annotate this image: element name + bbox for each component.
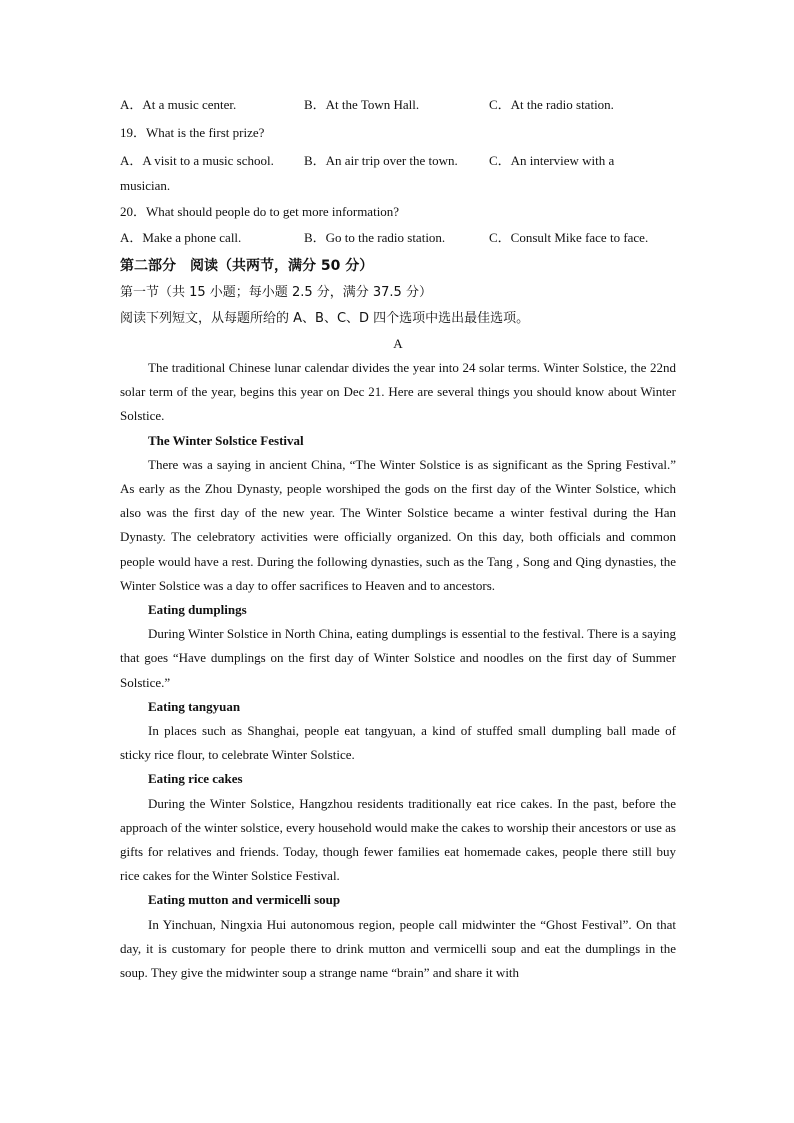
section-heading-dumplings: Eating dumplings bbox=[148, 602, 247, 618]
q19-option-c: C．An interview with a bbox=[489, 153, 615, 168]
passage-label: A bbox=[393, 336, 403, 351]
section-heading-tangyuan: Eating tangyuan bbox=[148, 698, 241, 714]
q18-option-c: C．At the radio station. bbox=[489, 97, 614, 112]
q18-options bbox=[120, 94, 676, 116]
reading-instruction: 阅读下列短文，从每题所给的 A、B、C、D 四个选项中选出最佳选项。 bbox=[120, 311, 530, 326]
section-body-tangyuan: In places such as Shanghai, people eat tangyuan, a kind of stuffed small dumpling ball made of sticky rice flour, to celebrate Winter Solstice. bbox=[120, 723, 676, 763]
q19-options bbox=[120, 149, 676, 173]
section-heading-festival: The Winter Solstice Festival bbox=[148, 432, 304, 448]
q18-option-b: B．At the Town Hall. bbox=[304, 97, 420, 112]
q19-option-c-continued: musician. bbox=[120, 178, 171, 193]
passage-intro: The traditional Chinese lunar calendar divides the year into 24 solar terms. Winter Solstice, the 22nd solar term of the year, begins this year on Dec 21. Here are several things you should know about Winter Solstice. bbox=[120, 360, 676, 424]
page-content bbox=[120, 94, 676, 985]
q20-option-b: B．Go to the radio station. bbox=[304, 230, 446, 245]
section-body-festival: There was a saying in ancient China, “The Winter Solstice is as significant as the Spring Festival.” As early as the Zhou Dynasty, people worshiped the gods on the first day of the Winter Solstice, which also was the first day of the new year. The Winter Solstice became a winter festival during the Han Dynasty. The celebratory activities were officially organized. On this day, both officials and common people would have a rest. During the following dynasties, such as the Tang , Song and Qing dynasties, the Winter Solstice was a day to offer sacrifices to Heaven and to ancestors. bbox=[120, 456, 676, 593]
section-heading-mutton-soup: Eating mutton and vermicelli soup bbox=[148, 892, 341, 908]
q20-options bbox=[120, 224, 676, 252]
q19-question: 19．What is the first prize? bbox=[120, 125, 265, 140]
section-body-dumplings: During Winter Solstice in North China, eating dumplings is essential to the festival. There is a saying that goes “Have dumplings on the first day of Winter Solstice and noodles on the first day of Summer Solstice.” bbox=[120, 626, 676, 690]
q19-option-b: B．An air trip over the town. bbox=[304, 153, 458, 168]
section-body-mutton-soup: In Yinchuan, Ningxia Hui autonomous region, people call midwinter the “Ghost Festival”. On that day, it is customary for people there to drink mutton and vermicelli soup and eat the dumplings in the soup. They give the midwinter soup a strange name “brain” and share it with bbox=[120, 916, 676, 981]
q20-option-a: A．Make a phone call. bbox=[120, 230, 242, 245]
section-heading-rice-cakes: Eating rice cakes bbox=[148, 771, 243, 787]
q20-option-c: C．Consult Mike face to face. bbox=[489, 230, 649, 245]
q19-option-a: A．A visit to a music school. bbox=[120, 153, 274, 168]
q20-question: 20．What should people do to get more information? bbox=[120, 204, 400, 219]
q18-option-a: A．At a music center. bbox=[120, 97, 237, 112]
section1-title: 第一节（共 15 小题；每小题 2.5 分，满分 37.5 分） bbox=[120, 285, 432, 300]
section-body-rice-cakes: During the Winter Solstice, Hangzhou residents traditionally eat rice cakes. In the past, before the approach of the winter solstice, every household would make the cakes to worship their ancestors or use as gifts for relatives and friends. Today, though fewer families eat homemade cakes, people there still buy rice cakes for the Winter Solstice Festival. bbox=[120, 795, 676, 884]
part2-title: 第二部分 阅读（共两节，满分 50 分） bbox=[120, 258, 374, 274]
